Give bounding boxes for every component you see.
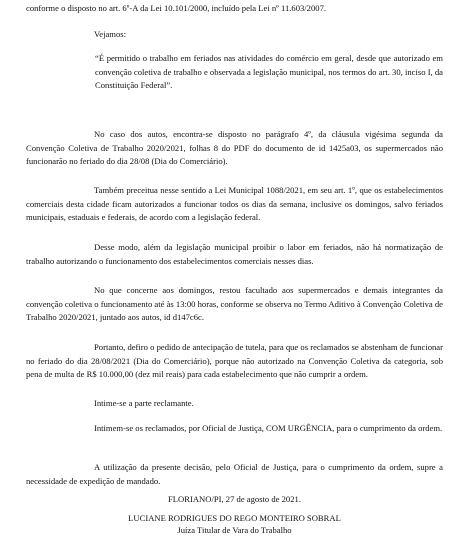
- signer-name: LUCIANE RODRIGUES DO REGO MONTEIRO SOBRAL: [128, 513, 341, 523]
- paragraph-5: Portanto, defiro o pedido de antecipação de tutela, para que os reclamados se abstenham de funcionar no feriado do dia 28/08/2021 (Dia do Comerciário), porque não autorizado na Convenção Coletiva da categoria, sob pena de multa de R$ 10.000,00 (dez mil reais) para cada estabelecimento que não cumprir a ordem.: [26, 342, 443, 380]
- paragraph-1: No caso dos autos, encontra-se disposto no parágrafo 4º, da cláusula vigésima segunda da Convenção Coletiva de Trabalho 2020/2021, folhas 8 do PDF do documento de id 1425a03, os supermercados não funcionarão no feriado do dia 28/08 (Dia do Comerciário).: [26, 129, 443, 167]
- place-date: FLORIANO/PI, 27 de agosto de 2021.: [168, 494, 301, 504]
- vejamos-heading: Vejamos:: [94, 29, 126, 39]
- top-line: conforme o disposto no art. 6º-A da Lei 10.101/2000, incluído pela Lei nº 11.603/2007.: [26, 3, 327, 13]
- legal-quote: “É permitido o trabalho em feriados nas atividades do comércio em geral, desde que autorizado em convenção coletiva de trabalho e observada a legislação municipal, nos termos do art. 30, inciso I, da Constituição Federal”.: [95, 53, 443, 91]
- paragraph-7: Intimem-se os reclamados, por Oficial de Justiça, COM URGÊNCIA, para o cumprimento da ordem.: [94, 423, 443, 433]
- paragraph-3: Desse modo, além da legislação municipal proibir o labor em feriados, não há normatização de trabalho autorizando o funcionamento dos estabelecimentos comerciais nesses dias.: [26, 242, 443, 266]
- paragraph-8: A utilização da presente decisão, pelo Oficial de Justiça, para o cumprimento da ordem, supre a necessidade de expedição de mandado.: [26, 462, 443, 486]
- signer-title: Juíza Titular de Vara do Trabalho: [177, 525, 292, 535]
- paragraph-6: Intime-se a parte reclamante.: [94, 398, 194, 408]
- paragraph-2: Também preceitua nesse sentido a Lei Municipal 1088/2021, em seu art. 1º, que os estabelecimentos comerciais desta cidade ficam autorizados a funcionar todos os dias da semana, inclusive os domingos, salvo feriados municipais, estaduais e federais, de acordo com a legislação federal.: [26, 185, 443, 223]
- paragraph-4: No que concerne aos domingos, restou facultado aos supermercados e demais integrantes da convenção coletiva o funcionamento até às 13:00 horas, conforme se observa no Termo Aditivo à Convenção Coletiva de Trabalho 2020/2021, juntado aos autos, id d147c6c.: [26, 285, 443, 323]
